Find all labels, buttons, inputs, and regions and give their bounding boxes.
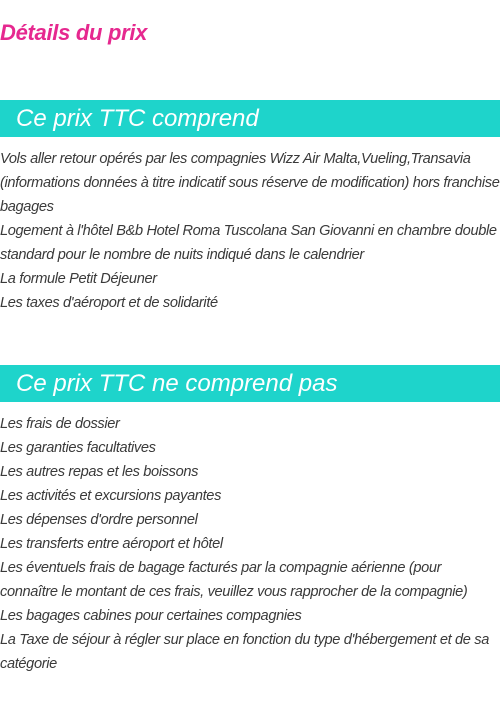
excludes-item-paid-activities: Les activités et excursions payantes	[0, 488, 222, 504]
excludes-item-personal-expenses: Les dépenses d'ordre personnel	[0, 512, 198, 528]
excludes-item-baggage-fees: Les éventuels frais de bagage facturés par la compagnie aérienne (pour connaître le montant de ces frais, veuillez vous rapprocher de la compagnie)	[0, 560, 468, 600]
excludes-item-meals-drinks: Les autres repas et les boissons	[0, 464, 199, 480]
includes-list	[0, 147, 500, 315]
includes-item-hotel: Logement à l'hôtel B&b Hotel Roma Tuscolana San Giovanni en chambre double standard pour le nombre de nuits indiqué dans le calendrier	[0, 223, 497, 263]
excludes-item-tourist-tax: La Taxe de séjour à régler sur place en fonction du type d'hébergement et de sa catégorie	[0, 632, 489, 672]
excludes-list	[0, 412, 500, 676]
page-title: Détails du prix	[0, 20, 148, 45]
includes-item-breakfast: La formule Petit Déjeuner	[0, 271, 157, 287]
includes-item-taxes: Les taxes d'aéroport et de solidarité	[0, 295, 218, 311]
excludes-item-optional-guarantees: Les garanties facultatives	[0, 440, 156, 456]
includes-heading: Ce prix TTC comprend	[0, 100, 500, 137]
includes-item-flights: Vols aller retour opérés par les compagnies Wizz Air Malta,Vueling,Transavia (informations données à titre indicatif sous réserve de modification) hors franchise bagages	[0, 151, 500, 215]
excludes-item-transfers: Les transferts entre aéroport et hôtel	[0, 536, 223, 552]
excludes-heading: Ce prix TTC ne comprend pas	[0, 365, 500, 402]
excludes-item-cabin-baggage: Les bagages cabines pour certaines compagnies	[0, 608, 302, 624]
excludes-item-file-fees: Les frais de dossier	[0, 416, 120, 432]
